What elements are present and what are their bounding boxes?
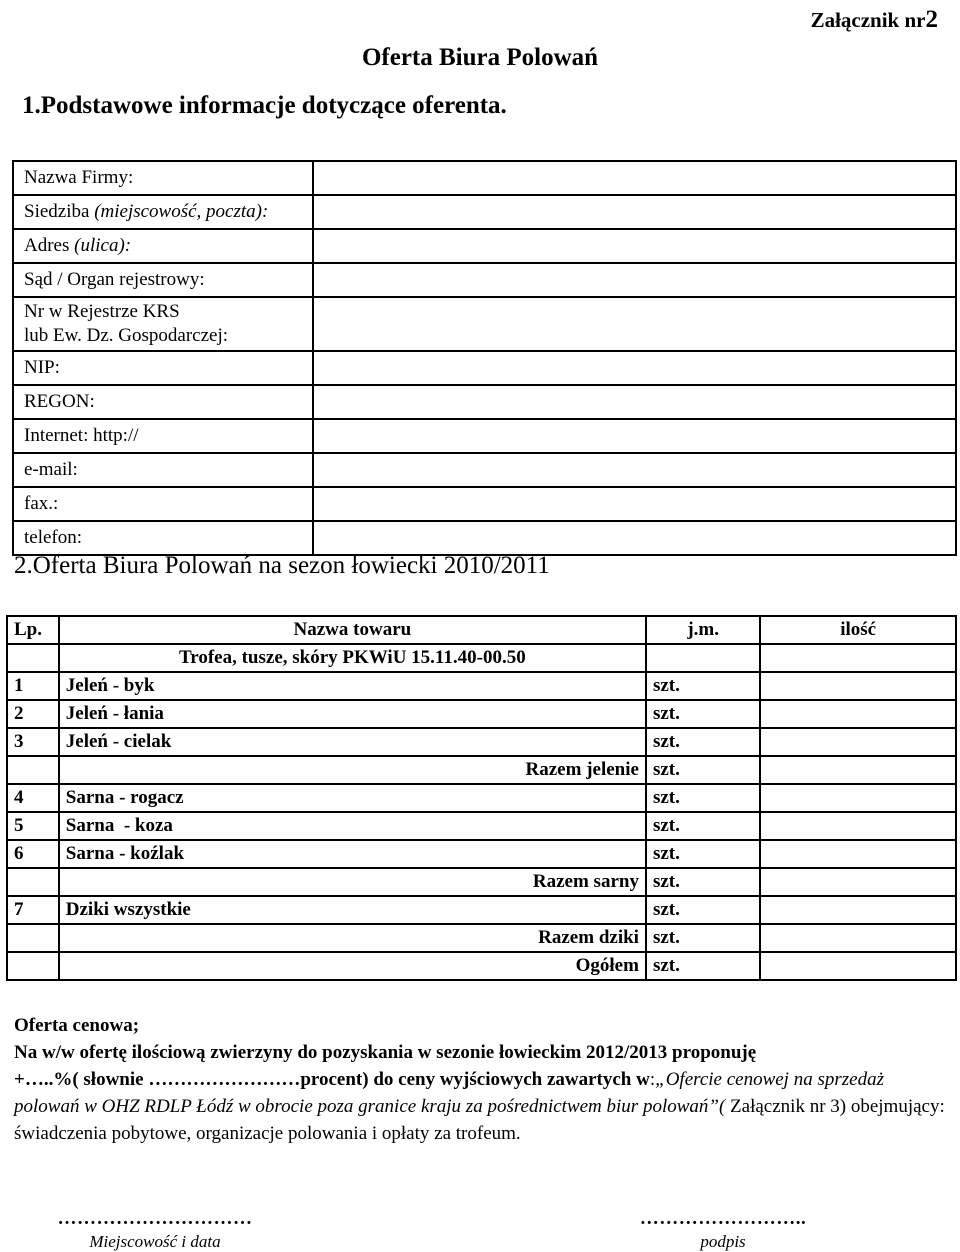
row-jm: szt. bbox=[646, 784, 760, 812]
bidder-info-table bbox=[12, 160, 957, 556]
info-row bbox=[13, 487, 956, 521]
row-jm: szt. bbox=[646, 812, 760, 840]
info-row bbox=[13, 263, 956, 297]
row-lp bbox=[7, 868, 59, 896]
row-lp: 3 bbox=[7, 728, 59, 756]
goods-row bbox=[7, 784, 956, 812]
info-label bbox=[13, 453, 313, 487]
info-row bbox=[13, 419, 956, 453]
info-label-note: (ulica): bbox=[74, 235, 132, 256]
info-label-note: (miejscowość, poczta): bbox=[94, 201, 269, 222]
goods-category: Trofea, tusze, skóry PKWiU 15.11.40-00.50 bbox=[59, 644, 646, 672]
info-value-field[interactable] bbox=[313, 161, 956, 195]
row-lp bbox=[7, 924, 59, 952]
info-label-text: REGON: bbox=[24, 391, 95, 412]
row-lp: 4 bbox=[7, 784, 59, 812]
page-title bbox=[0, 44, 960, 72]
row-qty-input[interactable] bbox=[760, 924, 956, 952]
row-qty-input[interactable] bbox=[760, 840, 956, 868]
row-lp bbox=[7, 952, 59, 980]
row-qty-input[interactable] bbox=[760, 868, 956, 896]
row-qty-input[interactable] bbox=[760, 700, 956, 728]
info-value-field[interactable] bbox=[313, 419, 956, 453]
header-lp: Lp. bbox=[7, 616, 59, 644]
info-label-text: Nr w Rejestrze KRS bbox=[24, 301, 180, 322]
info-value-field[interactable] bbox=[313, 487, 956, 521]
offer-paragraph bbox=[14, 1066, 949, 1147]
info-row bbox=[13, 229, 956, 263]
info-value-field[interactable] bbox=[313, 453, 956, 487]
info-label-text: Internet: http:// bbox=[24, 425, 139, 446]
info-row bbox=[13, 161, 956, 195]
row-jm: szt. bbox=[646, 728, 760, 756]
section1-heading: 1.Podstawowe informacje dotyczące oferenta. bbox=[22, 92, 507, 119]
signature-caption: podpis bbox=[700, 1232, 746, 1251]
annex-label bbox=[811, 6, 938, 34]
info-label bbox=[13, 229, 313, 263]
price-offer bbox=[14, 1012, 949, 1147]
row-lp bbox=[7, 756, 59, 784]
info-label bbox=[13, 195, 313, 229]
goods-table bbox=[6, 615, 957, 981]
info-value-field[interactable] bbox=[313, 521, 956, 555]
goods-sum-row bbox=[7, 924, 956, 952]
offer-italic-reference: „Ofercie cenowej na sprzedaż polowań w OHZ RDLP Łódź w obrocie poza granice kraju za pośrednictwem biur polowań”( bbox=[14, 1069, 884, 1117]
info-value-field[interactable] bbox=[313, 385, 956, 419]
goods-header-row bbox=[7, 616, 956, 644]
offer-colon: : bbox=[649, 1069, 656, 1090]
row-name: Jeleń - łania bbox=[59, 700, 646, 728]
goods-total-row bbox=[7, 952, 956, 980]
header-qty: ilość bbox=[760, 616, 956, 644]
info-row bbox=[13, 453, 956, 487]
row-name: Sarna - koźlak bbox=[59, 840, 646, 868]
info-row bbox=[13, 297, 956, 351]
goods-subheader-row bbox=[7, 644, 956, 672]
place-date-signature bbox=[20, 1208, 290, 1252]
info-label-text: NIP: bbox=[24, 357, 60, 378]
info-label-text: Nazwa Firmy: bbox=[24, 167, 134, 188]
row-qty-input[interactable] bbox=[760, 812, 956, 840]
place-date-caption: Miejscowość i data bbox=[89, 1232, 221, 1251]
goods-row bbox=[7, 672, 956, 700]
goods-sum-row bbox=[7, 756, 956, 784]
info-value-field[interactable] bbox=[313, 297, 956, 351]
row-lp: 5 bbox=[7, 812, 59, 840]
goods-row bbox=[7, 700, 956, 728]
info-label bbox=[13, 161, 313, 195]
info-label bbox=[13, 487, 313, 521]
row-name: Sarna - koza bbox=[59, 812, 646, 840]
row-jm: szt. bbox=[646, 700, 760, 728]
row-qty-input[interactable] bbox=[760, 728, 956, 756]
info-value-field[interactable] bbox=[313, 229, 956, 263]
info-label bbox=[13, 263, 313, 297]
subheader-qty-cell bbox=[760, 644, 956, 672]
info-label bbox=[13, 521, 313, 555]
goods-row bbox=[7, 728, 956, 756]
annex-text: Załącznik nr bbox=[810, 8, 926, 32]
offer-heading: Oferta cenowa; bbox=[14, 1015, 140, 1036]
row-qty-input[interactable] bbox=[760, 756, 956, 784]
info-label-text: fax.: bbox=[24, 493, 59, 514]
subheader-jm-cell bbox=[646, 644, 760, 672]
info-label-text: e-mail: bbox=[24, 459, 78, 480]
info-row bbox=[13, 195, 956, 229]
header-jm: j.m. bbox=[646, 616, 760, 644]
row-lp: 1 bbox=[7, 672, 59, 700]
place-date-field[interactable]: ………………………… bbox=[57, 1208, 253, 1229]
row-name: Razem dziki bbox=[59, 924, 646, 952]
info-row bbox=[13, 385, 956, 419]
row-lp: 6 bbox=[7, 840, 59, 868]
signature-field[interactable]: …………………….. bbox=[639, 1208, 807, 1229]
info-label-text-2: lub Ew. Dz. Gospodarczej: bbox=[24, 325, 229, 346]
row-name: Jeleń - byk bbox=[59, 672, 646, 700]
info-label bbox=[13, 419, 313, 453]
row-jm: szt. bbox=[646, 672, 760, 700]
row-name: Jeleń - cielak bbox=[59, 728, 646, 756]
goods-sum-row bbox=[7, 868, 956, 896]
row-qty-input[interactable] bbox=[760, 672, 956, 700]
info-label-text: telefon: bbox=[24, 527, 83, 548]
info-label-text: Adres bbox=[24, 235, 75, 256]
row-name: Dziki wszystkie bbox=[59, 896, 646, 924]
goods-row bbox=[7, 896, 956, 924]
row-jm: szt. bbox=[646, 896, 760, 924]
row-jm: szt. bbox=[646, 840, 760, 868]
row-qty-input[interactable] bbox=[760, 896, 956, 924]
info-row bbox=[13, 521, 956, 555]
row-qty-input[interactable] bbox=[760, 952, 956, 980]
row-name: Razem jelenie bbox=[59, 756, 646, 784]
section2-heading: 2.Oferta Biura Polowań na sezon łowiecki 2010/2011 bbox=[14, 552, 550, 579]
goods-row bbox=[7, 812, 956, 840]
info-value-field[interactable] bbox=[313, 263, 956, 297]
row-name: Ogółem bbox=[59, 952, 646, 980]
row-lp: 2 bbox=[7, 700, 59, 728]
row-jm: szt. bbox=[646, 924, 760, 952]
info-value-field[interactable] bbox=[313, 351, 956, 385]
info-row bbox=[13, 351, 956, 385]
row-name: Razem sarny bbox=[59, 868, 646, 896]
info-label bbox=[13, 385, 313, 419]
row-qty-input[interactable] bbox=[760, 784, 956, 812]
offer-line2: +…..%( słownie ……………………procent) do ceny wyjściowych zawartych w bbox=[14, 1069, 650, 1090]
info-label bbox=[13, 297, 313, 351]
info-label-text: Siedziba bbox=[24, 201, 95, 222]
annex-number: 2 bbox=[925, 6, 938, 33]
row-name: Sarna - rogacz bbox=[59, 784, 646, 812]
goods-row bbox=[7, 840, 956, 868]
row-jm: szt. bbox=[646, 868, 760, 896]
row-lp: 7 bbox=[7, 896, 59, 924]
row-jm: szt. bbox=[646, 756, 760, 784]
info-label bbox=[13, 351, 313, 385]
info-value-field[interactable] bbox=[313, 195, 956, 229]
page-title-text: Oferta Biura Polowań bbox=[361, 44, 599, 71]
row-jm: szt. bbox=[646, 952, 760, 980]
subheader-lp-cell bbox=[7, 644, 59, 672]
info-label-text: Sąd / Organ rejestrowy: bbox=[24, 269, 205, 290]
offer-line1: Na w/w ofertę ilościową zwierzyny do pozyskania w sezonie łowieckim 2012/2013 proponuję bbox=[14, 1042, 757, 1063]
header-name: Nazwa towaru bbox=[59, 616, 646, 644]
signature-block bbox=[608, 1208, 838, 1252]
offer-rest: Załącznik nr 3) obejmujący: świadczenia pobytowe, organizacje polowania i opłaty za trofeum. bbox=[14, 1096, 945, 1144]
